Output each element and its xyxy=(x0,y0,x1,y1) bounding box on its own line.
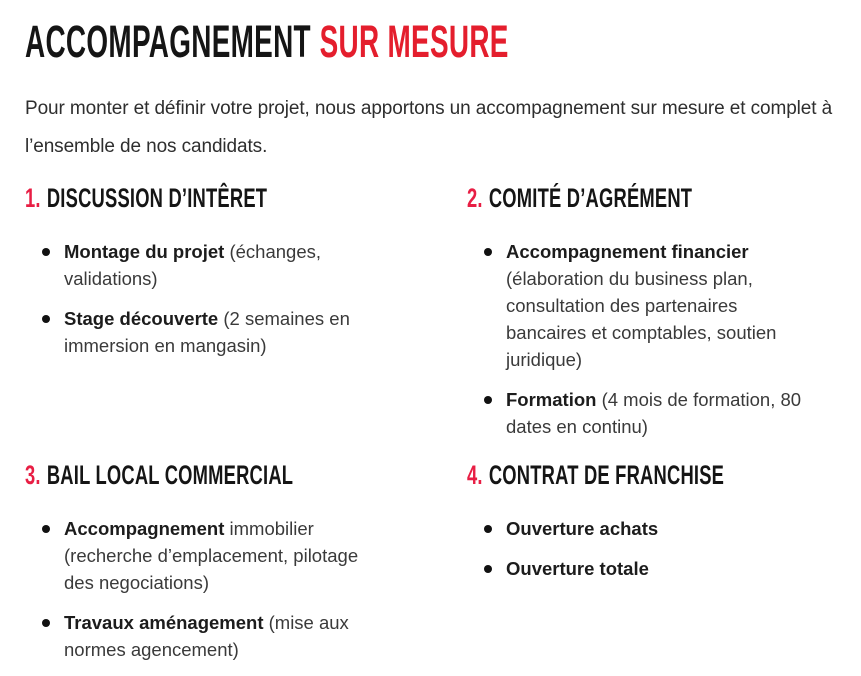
bullet-list xyxy=(467,238,845,440)
bullet-regular-text: (mise aux normes agencement) xyxy=(64,612,349,660)
section-title: COMITÉ D’AGRÉMENT xyxy=(488,183,693,213)
section-bail-local-commercial xyxy=(25,460,467,676)
bullet-regular-text: immobilier (recherche d’emplacement, pilotage des negociations) xyxy=(64,518,359,593)
section-number: 1. xyxy=(25,183,41,213)
bullet-bold-text: Travaux aménagement xyxy=(64,612,264,633)
bullet-list xyxy=(25,515,467,663)
section-comite-agrement xyxy=(467,183,845,453)
section-heading xyxy=(25,183,467,213)
section-contrat-de-franchise xyxy=(467,460,845,676)
list-item xyxy=(25,238,375,292)
page-title-black-text: ACCOMPAGNEMENT xyxy=(25,16,311,67)
list-item xyxy=(25,305,375,359)
sections-grid xyxy=(25,183,836,676)
section-discussion-interet xyxy=(25,183,467,453)
section-number: 2. xyxy=(467,183,483,213)
list-item xyxy=(467,386,817,440)
page-title xyxy=(25,16,836,67)
section-number: 4. xyxy=(467,460,483,490)
bullet-bold-text: Accompagnement financier xyxy=(506,241,749,262)
section-title: DISCUSSION D’INTÊRET xyxy=(46,183,268,213)
bullet-bold-text: Ouverture totale xyxy=(506,558,649,579)
bullet-regular-text: (élaboration du business plan, consultation des partenaires bancaires et comptables, soutien juridique) xyxy=(506,268,777,370)
list-item xyxy=(467,555,817,582)
section-title: BAIL LOCAL COMMERCIAL xyxy=(46,460,294,490)
bullet-bold-text: Formation xyxy=(506,389,597,410)
list-item xyxy=(467,238,817,373)
bullet-bold-text: Stage découverte xyxy=(64,308,219,329)
section-title: CONTRAT DE FRANCHISE xyxy=(488,460,725,490)
section-number: 3. xyxy=(25,460,41,490)
page-title-red-accent: SUR MESURE xyxy=(319,16,509,67)
section-heading xyxy=(25,460,467,490)
bullet-bold-text: Accompagnement xyxy=(64,518,225,539)
bullet-list xyxy=(25,238,467,359)
bullet-bold-text: Montage du projet xyxy=(64,241,225,262)
bullet-bold-text: Ouverture achats xyxy=(506,518,659,539)
section-heading xyxy=(467,183,845,213)
bullet-regular-text: (2 semaines en immersion en mangasin) xyxy=(64,308,350,356)
list-item xyxy=(25,609,375,663)
bullet-regular-text: (4 mois de formation, 80 dates en continu) xyxy=(506,389,802,437)
bullet-regular-text: (échanges, validations) xyxy=(64,241,322,289)
list-item xyxy=(467,515,817,542)
section-heading xyxy=(467,460,845,490)
bullet-list xyxy=(467,515,845,582)
list-item xyxy=(25,515,375,596)
intro-paragraph: Pour monter et définir votre projet, nous apportons un accompagnement sur mesure et complet à l’ensemble de nos candidats. xyxy=(25,98,833,157)
